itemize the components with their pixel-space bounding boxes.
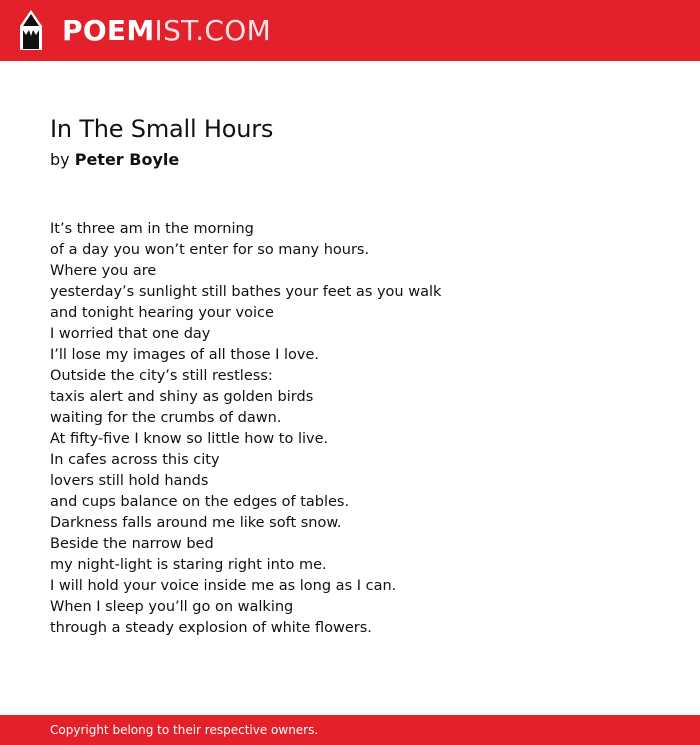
- poem-line: yesterday’s sunlight still bathes your feet as you walk: [50, 284, 442, 300]
- poem-line: Darkness falls around me like soft snow.: [50, 515, 342, 531]
- poem-line: lovers still hold hands: [50, 473, 209, 489]
- poem-line: When I sleep you’ll go on walking: [50, 599, 294, 615]
- poem-line: Beside the narrow bed: [50, 536, 214, 552]
- poem-byline: [50, 150, 179, 169]
- copyright-notice: Copyright belong to their respective owners.: [50, 723, 319, 737]
- poem-line: It’s three am in the morning: [50, 221, 254, 237]
- poem-line: I’ll lose my images of all those I love.: [50, 347, 320, 363]
- poem-title: In The Small Hours: [50, 115, 274, 143]
- poem-line: through a steady explosion of white flowers.: [50, 620, 372, 636]
- poem-line: and tonight hearing your voice: [50, 305, 274, 321]
- poem-line: waiting for the crumbs of dawn.: [50, 410, 282, 426]
- poem-body: [50, 219, 670, 639]
- poem-author: Peter Boyle: [74, 150, 180, 169]
- pen-nib-icon[interactable]: [17, 9, 45, 51]
- poem-line: of a day you won’t enter for so many hours.: [50, 242, 370, 258]
- poem-line: Outside the city’s still restless:: [50, 368, 273, 384]
- site-footer: [0, 715, 700, 745]
- site-header: [0, 0, 700, 61]
- poem-line: In cafes across this city: [50, 452, 220, 468]
- by-label: by: [50, 150, 70, 169]
- brand-name-light: IST.COM: [154, 14, 272, 47]
- poem-line: I will hold your voice inside me as long as I can.: [50, 578, 397, 594]
- poem-line: Where you are: [50, 263, 157, 279]
- poem-line: my night-light is staring right into me.: [50, 557, 327, 573]
- poem-line: and cups balance on the edges of tables.: [50, 494, 350, 510]
- poem-line: taxis alert and shiny as golden birds: [50, 389, 314, 405]
- site-logo-link[interactable]: [62, 14, 271, 48]
- poem-line: I worried that one day: [50, 326, 211, 342]
- poem-line: At fifty-five I know so little how to live.: [50, 431, 329, 447]
- brand-name-bold: POEM: [62, 14, 155, 47]
